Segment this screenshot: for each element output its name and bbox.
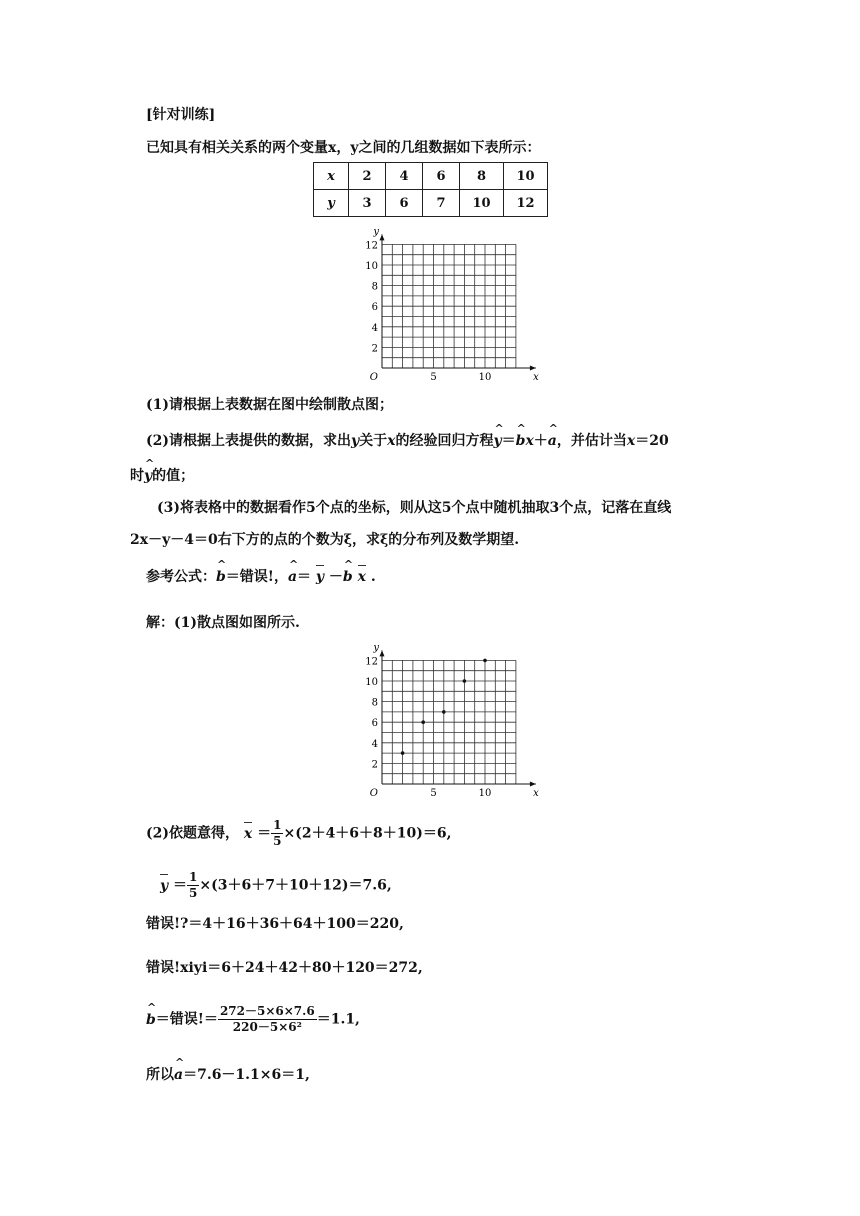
- solution-text: (1)散点图如图所示.: [174, 615, 300, 631]
- q2-text: 关于: [359, 433, 388, 449]
- x-axis-arrow-icon: [530, 366, 536, 371]
- table-cell: 6: [423, 163, 460, 190]
- equals-sign: ＝: [257, 825, 272, 842]
- table-cell: 10: [460, 190, 504, 217]
- y-axis-arrow-icon: [380, 234, 385, 240]
- y-axis-label: y: [373, 642, 379, 654]
- solution-a: [146, 1064, 310, 1084]
- denominator: 220－5×6²: [232, 1020, 302, 1034]
- b-hat: ^ b: [146, 1012, 156, 1028]
- question-1: (1)请根据上表数据在图中绘制散点图；: [146, 397, 393, 413]
- y-tick-label: 10: [365, 677, 378, 688]
- a-hat: ^ a: [288, 569, 297, 585]
- solution-2-ybar: [160, 870, 392, 901]
- y-tick-label: 2: [371, 343, 378, 355]
- y-axis-label: y: [373, 226, 379, 238]
- origin-label: O: [369, 788, 378, 799]
- y-hat: ^ y: [494, 433, 502, 449]
- numerator: 272－5×6×7.6: [219, 1004, 315, 1018]
- y-tick-label: 8: [371, 281, 378, 293]
- formula-text: ＝错误!，: [225, 569, 288, 585]
- table-cell: 2: [349, 163, 386, 190]
- y-axis-arrow-icon: [380, 650, 385, 656]
- solution-text: ＝1.1,: [316, 1011, 360, 1028]
- fraction: [218, 1004, 317, 1035]
- data-table: [313, 162, 548, 217]
- b-hat: ^ b: [343, 569, 353, 585]
- origin-label: O: [369, 372, 378, 383]
- b-hat: ^ b: [216, 569, 226, 585]
- y-tick-label: 6: [371, 718, 378, 730]
- q2-text: ＝20: [635, 433, 669, 449]
- data-point: [463, 679, 467, 683]
- numerator: 1: [273, 818, 282, 832]
- equals-sign: ＝: [501, 433, 516, 449]
- question-3: (3)将表格中的数据看作5个点的坐标，则从这5个点中随机抽取3个点，记落在直线: [157, 500, 672, 516]
- y-tick-label: 4: [371, 738, 378, 750]
- y-tick-label: 8: [371, 697, 378, 709]
- x-axis-label: x: [533, 372, 539, 383]
- plus-sign: ＋: [533, 433, 548, 449]
- denominator: 5: [189, 886, 198, 900]
- x-tick-label: 5: [430, 372, 437, 383]
- x-tick-label: 10: [478, 788, 492, 799]
- data-point: [442, 710, 446, 714]
- table-cell: x: [314, 163, 349, 190]
- solution-text: (2)依题意得，: [146, 825, 239, 842]
- equals-sign: ＝: [297, 569, 312, 585]
- scatter-chart: [360, 638, 539, 799]
- x-axis-arrow-icon: [530, 782, 536, 787]
- x-bar: x: [357, 569, 366, 585]
- y-tick-label: 2: [371, 759, 378, 771]
- solution-text: ×(2＋4＋6＋8＋10)＝6,: [283, 825, 452, 842]
- data-point: [483, 659, 487, 663]
- question-2: [146, 430, 669, 450]
- table-row: [314, 190, 548, 217]
- y-tick-label: 4: [371, 322, 378, 334]
- table-cell: 3: [349, 190, 386, 217]
- y-hat: ^ y: [144, 468, 152, 484]
- a-hat: ^ a: [548, 433, 557, 449]
- solution-text: ＝错误!＝: [155, 1011, 218, 1028]
- y-tick-label: 10: [365, 261, 378, 272]
- solution-sum-x2: 错误!?＝4＋16＋36＋64＋100＝220,: [146, 916, 404, 932]
- solution-2-xbar: [146, 818, 452, 849]
- formula-label: 参考公式：: [146, 569, 216, 585]
- reference-formula: [146, 566, 376, 586]
- question-2-cont: [130, 465, 194, 485]
- q2-text: 的值；: [152, 468, 195, 484]
- numerator: 1: [189, 870, 198, 884]
- y-bar: y: [160, 877, 169, 894]
- b-hat: ^ b: [516, 433, 526, 449]
- intro-text: 已知具有相关关系的两个变量x，y之间的几组数据如下表所示：: [146, 140, 541, 156]
- y-tick-label: 12: [365, 240, 378, 252]
- solution-text: ＝7.6－1.1×6＝1,: [183, 1067, 310, 1083]
- q2-text: 的经验回归方程: [395, 433, 494, 449]
- table-cell: 8: [460, 163, 504, 190]
- q2-text: (2)请根据上表提供的数据，求出: [146, 433, 351, 449]
- x-tick-label: 10: [478, 372, 492, 383]
- question-3-cont: 2x－y－4＝0右下方的点的个数为ξ，求ξ的分布列及数学期望.: [130, 532, 520, 548]
- a-hat: ^ a: [174, 1067, 183, 1083]
- solution-label: 解：: [146, 615, 174, 631]
- var-x: x: [626, 433, 636, 449]
- q2-text: 时: [130, 468, 144, 484]
- solution-text: 所以: [146, 1067, 174, 1083]
- x-tick-label: 5: [430, 788, 437, 799]
- denominator: 5: [273, 834, 282, 848]
- y-tick-label: 6: [371, 302, 378, 314]
- table-row: [314, 163, 548, 190]
- solution-text: ×(3＋6＋7＋10＋12)＝7.6,: [199, 877, 392, 894]
- var-x: x: [387, 433, 396, 449]
- equals-sign: ＝: [173, 877, 188, 894]
- table-cell: y: [314, 190, 349, 217]
- solution-b: [146, 1004, 360, 1035]
- table-cell: 7: [423, 190, 460, 217]
- y-bar: y: [315, 569, 325, 585]
- var-x: x: [525, 433, 534, 449]
- fraction: [271, 818, 283, 849]
- heading: [针对训练]: [146, 107, 216, 123]
- table-cell: 12: [504, 190, 548, 217]
- fraction: [187, 870, 199, 901]
- table-cell: 6: [386, 190, 423, 217]
- minus-sign: －: [328, 569, 343, 585]
- x-bar: x: [243, 825, 253, 842]
- solution-sum-xy: 错误!xiyi＝6＋24＋42＋80＋120＝272,: [146, 960, 423, 976]
- table-cell: 4: [386, 163, 423, 190]
- y-tick-label: 12: [365, 656, 378, 668]
- q2-text: ，并估计当: [556, 433, 627, 449]
- solution-1: [146, 612, 300, 632]
- data-point: [421, 720, 425, 724]
- empty-grid-chart: [360, 222, 539, 383]
- x-axis-label: x: [533, 788, 539, 799]
- table-cell: 10: [504, 163, 548, 190]
- data-point: [401, 751, 405, 755]
- var-y: y: [351, 433, 360, 449]
- formula-text: .: [370, 569, 376, 585]
